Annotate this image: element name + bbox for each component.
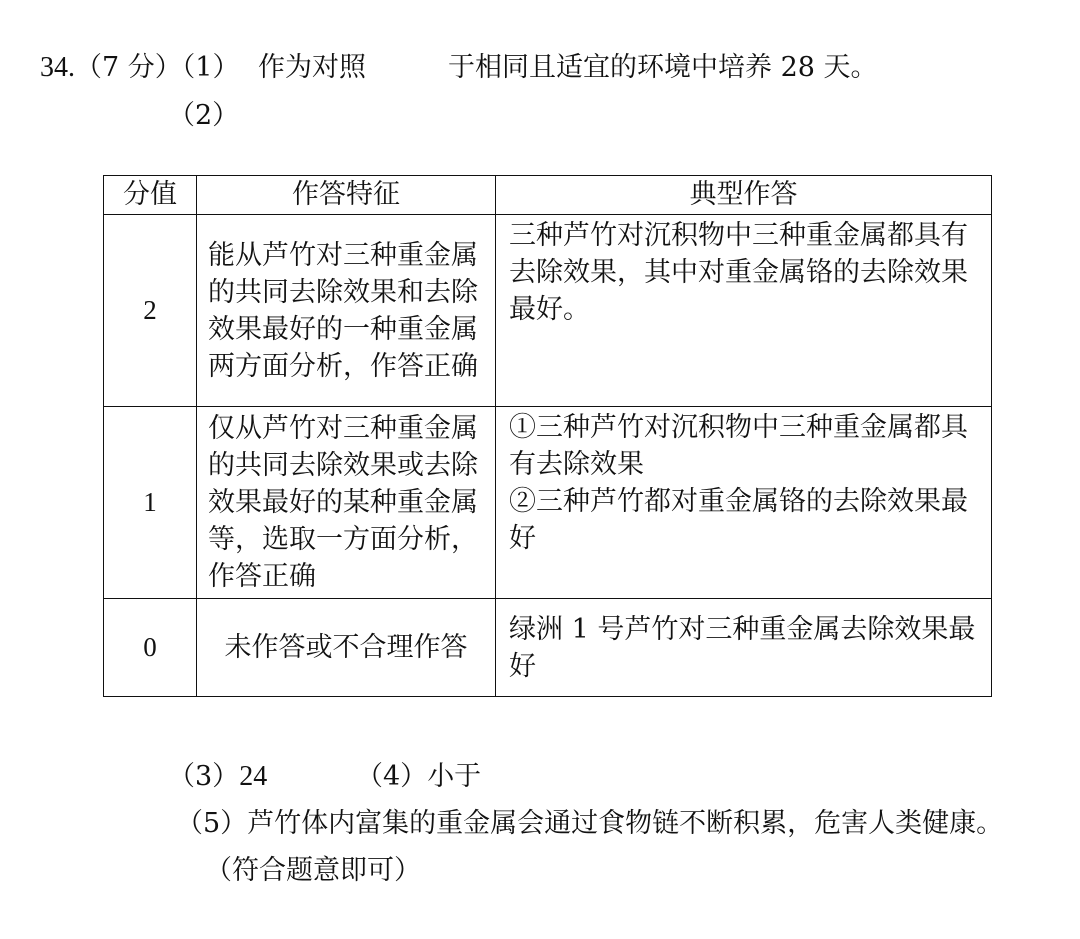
row-example: 三种芦竹对沉积物中三种重金属都具有去除效果，其中对重金属铬的去除效果最好。 <box>496 215 992 407</box>
table-row <box>104 599 992 697</box>
table-row <box>104 215 992 407</box>
part3-answer: 24 <box>239 761 268 792</box>
part1-text-b: 于相同且适宜的环境中培养 28 天。 <box>448 52 878 83</box>
part2-label: （2） <box>168 100 240 131</box>
part4-answer: 小于 <box>427 761 482 792</box>
table-header-row <box>104 176 992 215</box>
row-feature: 能从芦竹对三种重金属的共同去除效果和去除效果最好的一种重金属两方面分析，作答正确 <box>197 215 496 407</box>
part5-text: 芦竹体内富集的重金属会通过食物链不断积累，危害人类健康。 <box>247 808 1004 839</box>
row-feature: 仅从芦竹对三种重金属的共同去除效果或去除效果最好的某种重金属等，选取一方面分析，作答正确 <box>197 407 496 599</box>
question-header <box>40 50 239 86</box>
part3 <box>168 759 267 795</box>
part1-label: （1） <box>181 52 240 83</box>
row-example <box>496 407 992 599</box>
table-row <box>104 407 992 599</box>
part5-note: （符合题意即可） <box>205 855 421 886</box>
row-score: 1 <box>104 407 197 599</box>
part3-label: （3） <box>168 761 240 792</box>
row-score: 2 <box>104 215 197 407</box>
row-feature: 未作答或不合理作答 <box>197 599 496 697</box>
part5-label: （5） <box>176 808 248 839</box>
score-note: （7 分） <box>75 52 182 83</box>
scoring-table <box>103 175 992 697</box>
question-number: 34. <box>40 52 75 83</box>
header-feature: 作答特征 <box>197 176 496 215</box>
part1-text-a: 作为对照 <box>258 52 366 83</box>
part4 <box>356 759 481 795</box>
row-example-item-1: ①三种芦竹对沉积物中三种重金属都具有去除效果 <box>509 412 968 480</box>
row-example: 绿洲 1 号芦竹对三种重金属去除效果最好 <box>496 599 992 697</box>
part4-label: （4） <box>356 761 428 792</box>
row-example-item-2: ②三种芦竹都对重金属铬的去除效果最好 <box>509 486 968 554</box>
row-score: 0 <box>104 599 197 697</box>
header-score: 分值 <box>104 176 197 215</box>
part5 <box>176 806 1003 842</box>
header-example: 典型作答 <box>496 176 992 215</box>
